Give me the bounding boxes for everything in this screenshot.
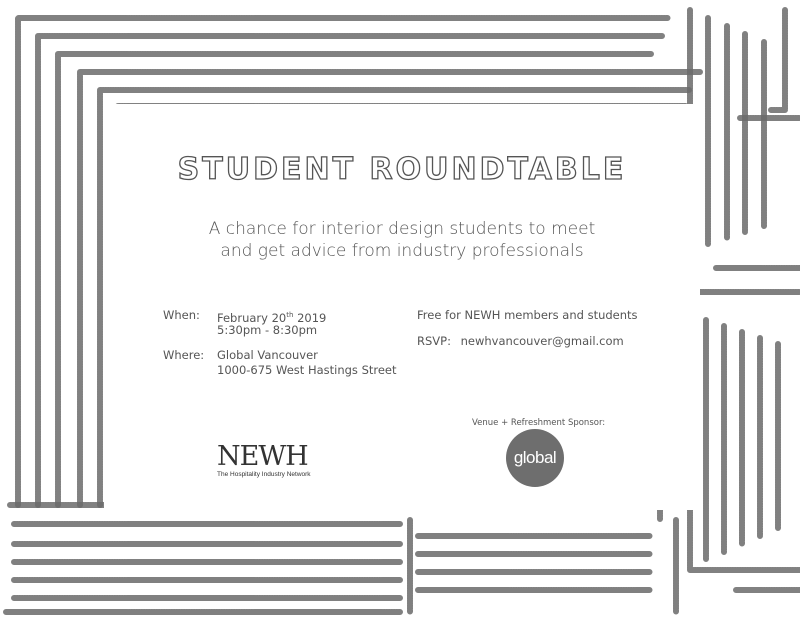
newh-logo-mark: NEWH (217, 441, 308, 472)
event-time: 5:30pm - 8:30pm (217, 323, 318, 337)
newh-logo-tagline: The Hospitality Industry Network (217, 471, 311, 478)
venue-name: Global Vancouver (217, 348, 318, 362)
rsvp-block (417, 334, 624, 349)
sponsor-label: Venue + Refreshment Sponsor: (472, 418, 606, 428)
where-label: Where: (163, 348, 205, 362)
event-date-day: February 20 (217, 310, 287, 325)
global-logo (506, 429, 564, 487)
global-logo-text: global (513, 448, 557, 467)
newh-logo (217, 441, 317, 484)
invitation-card (104, 104, 700, 510)
event-date-year: 2019 (293, 310, 327, 325)
event-date-ordinal: th (286, 311, 294, 319)
frame-stripe (770, 10, 785, 110)
rsvp-email[interactable]: newhvancouver@gmail.com (460, 334, 624, 348)
venue-address: 1000-675 West Hastings Street (217, 363, 397, 377)
free-note: Free for NEWH members and students (417, 308, 638, 322)
rsvp-label: RSVP: (417, 334, 451, 348)
when-label: When: (163, 308, 200, 322)
subtitle-line-2: and get advice from industry professionals (220, 241, 584, 261)
event-subtitle (104, 218, 700, 262)
event-title: STUDENT ROUNDTABLE (177, 152, 627, 187)
subtitle-line-1: A chance for interior design students to meet (208, 219, 596, 239)
